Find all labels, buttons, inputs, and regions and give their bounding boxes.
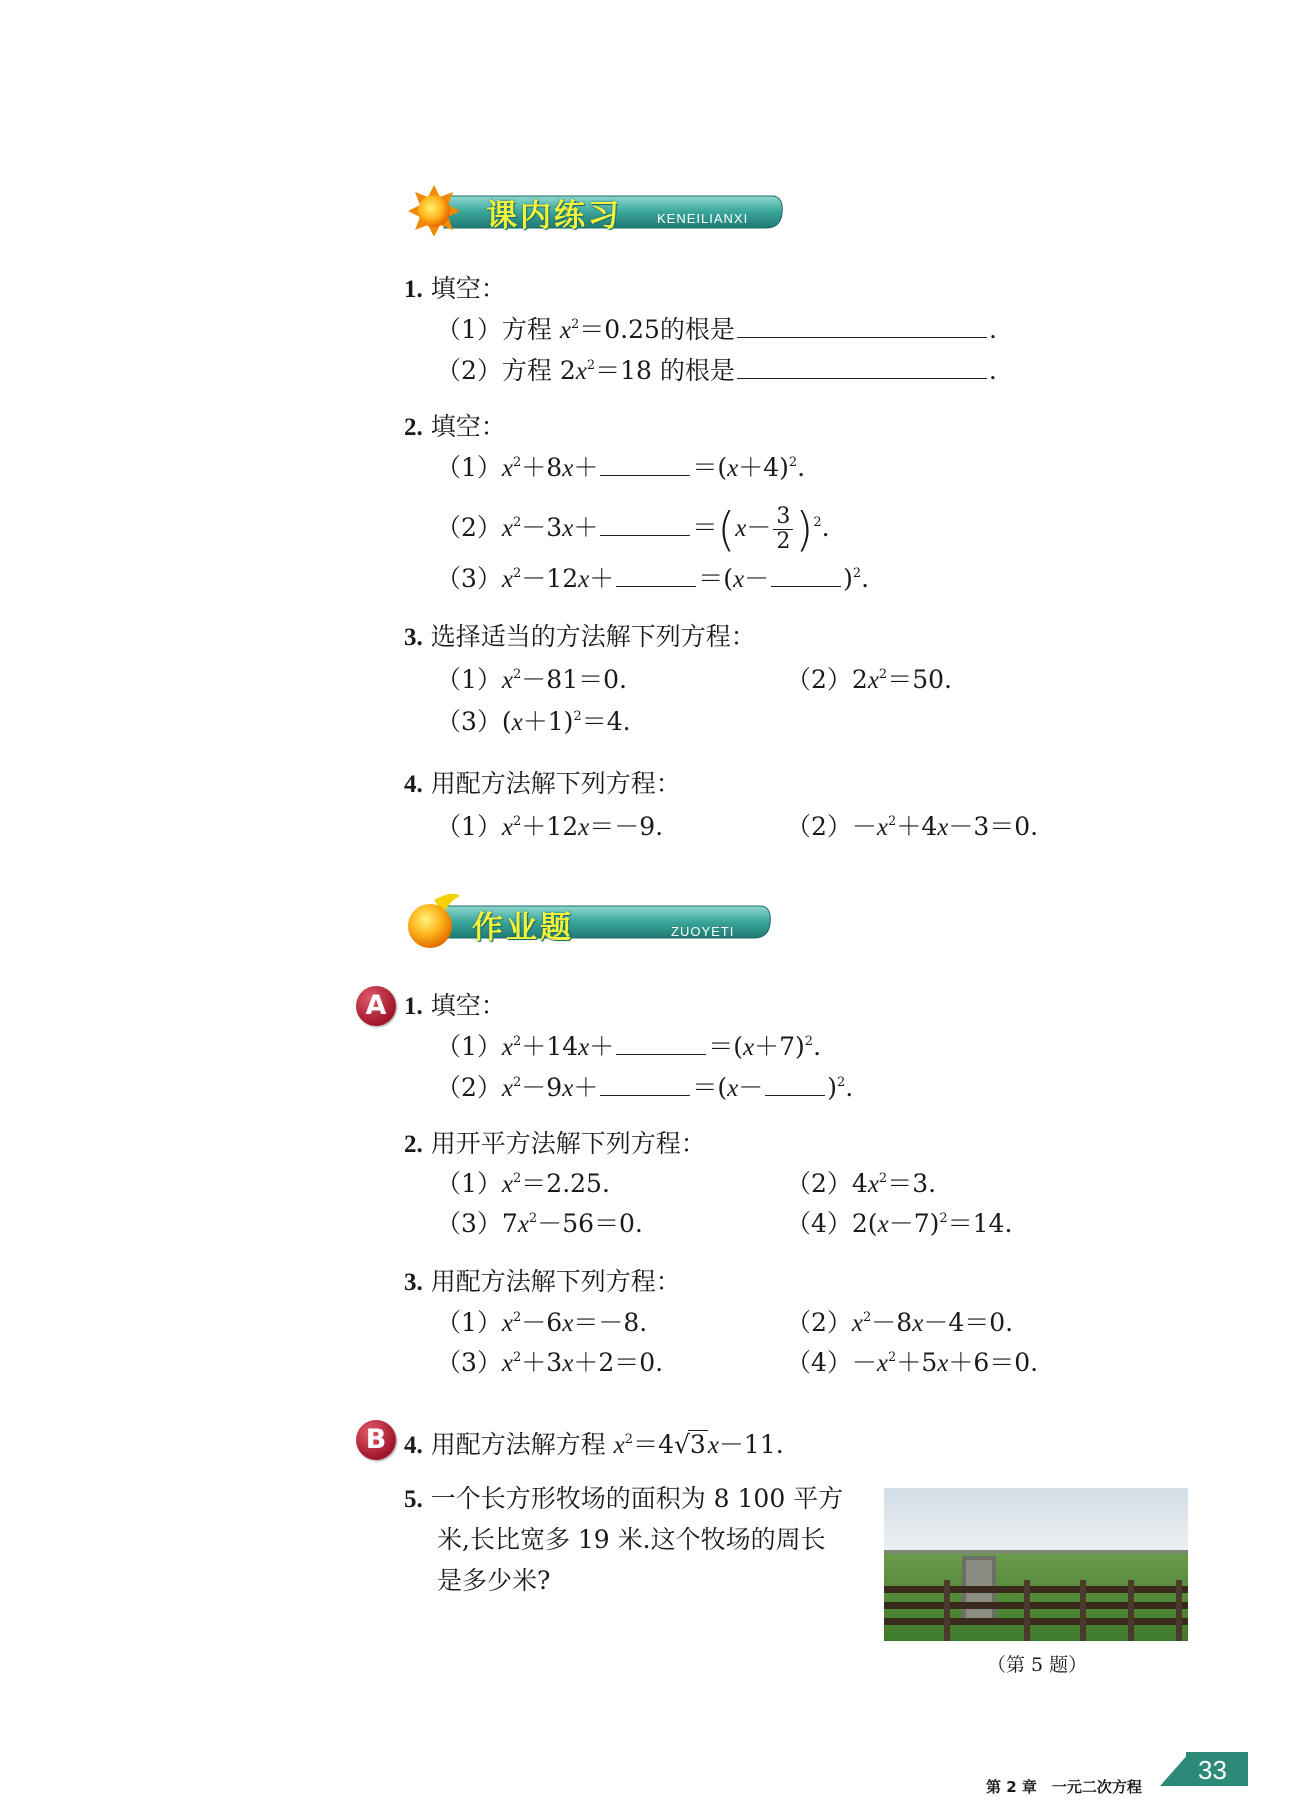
answer-blank[interactable] [616,1034,706,1055]
section-subtitle: ZUOYETI [671,924,735,939]
part-label: （2） [436,513,502,542]
answer-blank[interactable] [771,566,841,587]
part-tail: ＝－9. [589,812,664,841]
part-label: （3） [436,1209,502,1238]
part-label: （3） [436,564,502,593]
question-stem: 填空： [430,274,506,303]
question-number: 2. [404,1131,423,1158]
section-banner-keneilianxi [404,184,784,236]
question-text-line: 一个长方形牧场的面积为 8 100 平方 [430,1484,844,1513]
part-tail: ＋2＝0. [573,1348,664,1377]
answer-blank[interactable] [600,1075,690,1096]
part-tail: ＝18 的根是 [595,356,735,385]
level-badge-a: A [356,986,396,1026]
part-label: （2） [786,1169,852,1198]
part-label: （2） [786,812,852,841]
question-stem: 用配方法解方程 [430,1430,606,1459]
part-tail: ＝50. [887,665,952,694]
part-label: （1） [436,1169,502,1198]
part-tail: －56＝0. [537,1209,643,1238]
part-tail: －11. [718,1430,784,1459]
question-number: 5. [404,1486,423,1513]
section-title: 作业题 [472,910,574,946]
part-tail: ＝－8. [573,1308,648,1337]
part-tail: ＋6＝0. [948,1348,1039,1377]
part-tail: ＝0.25的根是 [579,315,735,344]
question-stem: 填空： [430,412,506,441]
fraction: $\frac{3}{2}$ [773,505,793,554]
question-number: 4. [404,771,423,798]
part-text: 2 [851,665,868,694]
question-number: 2. [404,414,423,441]
banner-shape [404,892,774,952]
pasture-photo [884,1488,1188,1641]
part-label: （4） [786,1348,852,1377]
part-tail: ＝3. [887,1169,937,1198]
section-banner-zuoyeti [404,892,774,952]
question-number: 1. [404,993,423,1020]
part-label: （2） [786,665,852,694]
part-label: （1） [436,1032,502,1061]
question-text-line: 是多少米? [437,1566,551,1595]
part-tail: ＝2.25. [521,1169,610,1198]
part-text: 方程 2 [501,356,576,385]
pasture-illustration [884,1488,1188,1641]
question-number: 3. [404,1269,423,1296]
question-stem: 用开平方法解下列方程： [430,1129,706,1158]
answer-blank[interactable] [737,358,987,379]
part-label: （1） [436,812,502,841]
question-stem: 用配方法解下列方程： [430,769,681,798]
question-number: 4. [404,1432,423,1459]
part-label: （2） [786,1308,852,1337]
answer-blank[interactable] [737,317,987,338]
question-number: 3. [404,624,423,651]
question-stem: 用配方法解下列方程： [430,1267,681,1296]
section-title: 课内练习 [486,198,622,234]
answer-blank[interactable] [616,566,696,587]
part-text: 方程 [501,315,552,344]
part-label: （1） [436,453,502,482]
question-stem: 填空： [430,991,506,1020]
part-label: （1） [436,1308,502,1337]
part-tail: －3＝0. [948,812,1039,841]
part-label: （2） [436,1073,502,1102]
answer-blank[interactable] [600,455,690,476]
sqrt-radicand: 3 [689,1430,706,1459]
level-badge-b: B [356,1420,396,1460]
part-label: （2） [436,356,502,385]
answer-blank[interactable] [600,515,690,536]
part-label: （4） [786,1209,852,1238]
page-number-box [1186,1752,1248,1786]
part-tail: －4＝0. [923,1308,1014,1337]
photo-caption: （第 5 题） [987,1654,1088,1676]
part-tail: －81＝0. [521,665,627,694]
section-subtitle: KENEILIANXI [657,211,749,226]
question-text-line: 米,长比宽多 19 米.这个牧场的周长 [437,1525,826,1554]
answer-blank[interactable] [765,1075,825,1096]
part-label: （3） [436,1348,502,1377]
question-number: 1. [404,276,423,303]
part-label: （1） [436,315,502,344]
part-label: （1） [436,665,502,694]
chapter-footer: 第 2 章 一元二次方程 [986,1778,1142,1796]
page-number: 33 [1198,1755,1227,1785]
question-stem: 选择适当的方法解下列方程： [430,622,756,651]
part-label: （3） [436,707,502,736]
part-tail: ＝14. [947,1209,1013,1238]
part-tail: ＝4. [581,707,631,736]
